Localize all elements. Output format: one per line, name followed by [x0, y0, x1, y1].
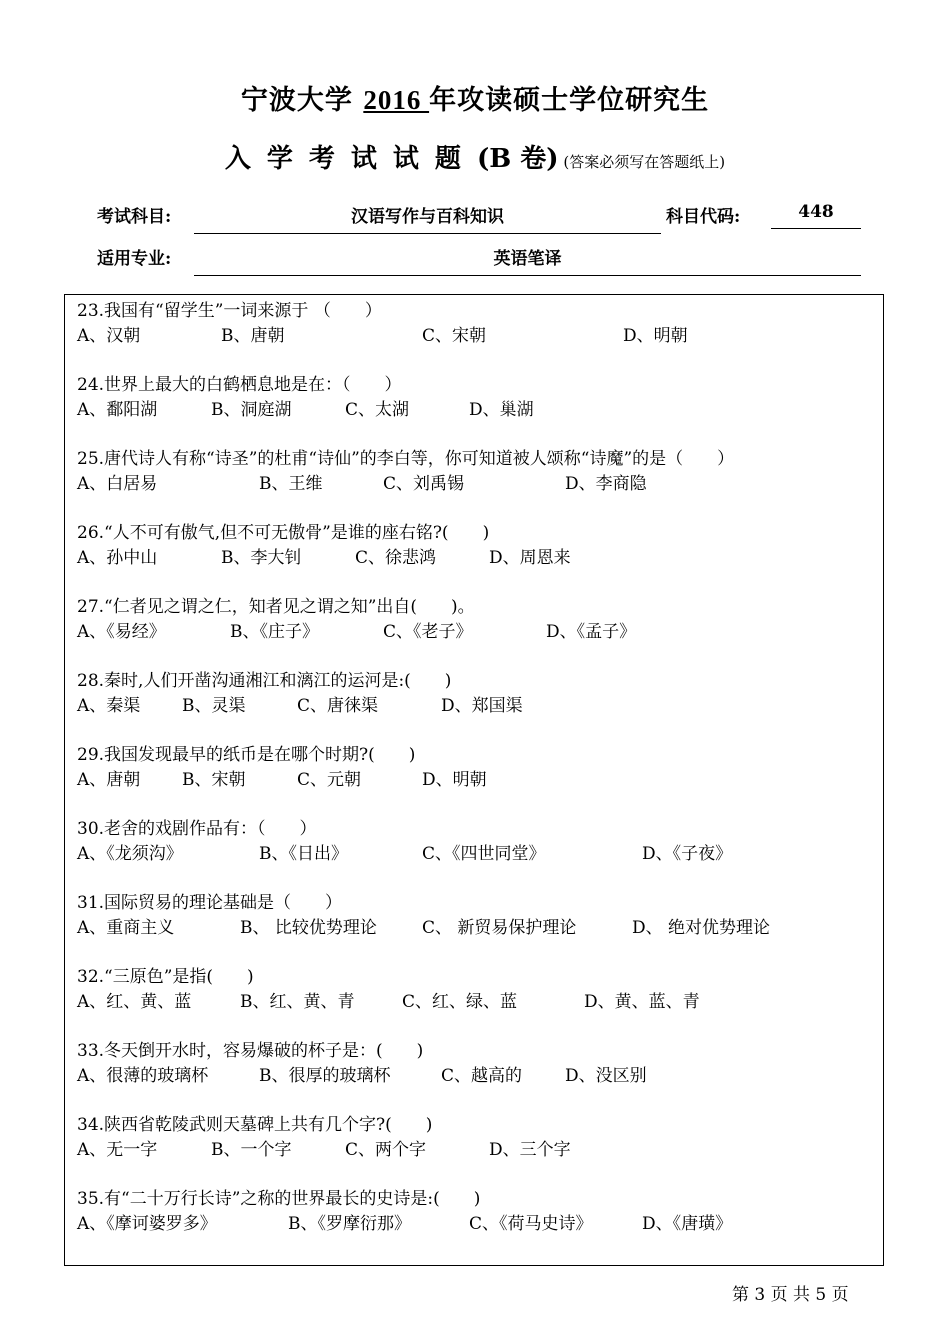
option-c: C、徐悲鸿 [355, 548, 437, 568]
option-b: B、灵渠 [182, 696, 246, 716]
question-27 [77, 595, 877, 645]
options-row [77, 1138, 877, 1163]
option-d: D、郑国渠 [441, 696, 523, 716]
option-a: A、重商主义 [77, 918, 175, 938]
option-c: C、《荷马史诗》 [469, 1214, 593, 1234]
options-row [77, 1064, 877, 1089]
question-30 [77, 817, 877, 867]
title-university: 宁波大学 [240, 85, 364, 116]
question-35 [77, 1187, 877, 1237]
question-stem: 32.“三原色”是指( ) [77, 967, 254, 987]
option-c: C、唐徕渠 [297, 696, 379, 716]
question-29 [77, 743, 877, 793]
option-b: B、《庄子》 [230, 622, 319, 642]
option-c: C、《老子》 [383, 622, 473, 642]
option-d: D、《子夜》 [642, 844, 733, 864]
question-stem: 30.老舍的戏剧作品有：（ ） [77, 819, 317, 839]
option-b: B、宋朝 [182, 770, 246, 790]
title-year: 2016 [363, 85, 430, 115]
question-26 [77, 521, 877, 571]
options-row [77, 546, 877, 571]
question-stem: 33.冬天倒开水时，容易爆破的杯子是：( ) [77, 1041, 424, 1061]
subtitle-main: 入学考试试题 [224, 144, 477, 174]
option-b: B、很厚的玻璃杯 [259, 1066, 391, 1086]
options-row [77, 990, 877, 1015]
question-32 [77, 965, 877, 1015]
options-row [77, 916, 877, 941]
option-d: D、李商隐 [565, 474, 647, 494]
options-row [77, 472, 877, 497]
page-indicator: 第 3 页 共 5 页 [732, 1285, 849, 1305]
option-b: B、《日出》 [259, 844, 348, 864]
question-25 [77, 447, 877, 497]
question-stem: 24.世界上最大的白鹤栖息地是在：（ ） [77, 375, 402, 395]
option-c: C、《四世同堂》 [422, 844, 546, 864]
question-stem: 27.“仁者见之谓之仁，知者见之谓之知”出自( )。 [77, 597, 475, 617]
code-label: 科目代码: [666, 207, 741, 227]
option-a: A、汉朝 [77, 326, 141, 346]
option-a: A、《摩诃婆罗多》 [77, 1214, 217, 1234]
option-b: B、《罗摩衍那》 [288, 1214, 411, 1234]
subject-value: 汉语写作与百科知识 [194, 202, 661, 234]
option-d: D、《孟子》 [546, 622, 637, 642]
option-c: C、太湖 [345, 400, 410, 420]
option-d: D、没区别 [565, 1066, 647, 1086]
subject-label: 考试科目: [97, 207, 172, 227]
question-box [64, 294, 884, 1266]
option-c: C、越高的 [441, 1066, 523, 1086]
option-d: D、黄、蓝、青 [584, 992, 700, 1012]
option-d: D、明朝 [623, 326, 688, 346]
question-stem: 23.我国有“留学生”一词来源于 （ ） [77, 301, 382, 321]
option-a: A、很薄的玻璃杯 [77, 1066, 209, 1086]
option-a: A、唐朝 [77, 770, 141, 790]
exam-subtitle [0, 138, 950, 175]
option-d: D、明朝 [422, 770, 487, 790]
subtitle-note: (答案必须写在答题纸上) [558, 153, 726, 171]
code-value: 448 [771, 202, 861, 229]
question-23 [77, 299, 877, 349]
option-d: D、三个字 [489, 1140, 571, 1160]
option-a: A、鄱阳湖 [77, 400, 158, 420]
option-b: B、唐朝 [221, 326, 285, 346]
option-b: B、红、黄、青 [240, 992, 355, 1012]
option-b: B、 比较优势理论 [240, 918, 377, 938]
options-row [77, 694, 877, 719]
option-d: D、巢湖 [469, 400, 534, 420]
option-a: A、秦渠 [77, 696, 141, 716]
major-value: 英语笔译 [194, 244, 861, 276]
options-row [77, 398, 877, 423]
question-33 [77, 1039, 877, 1089]
question-stem: 26.“人不可有傲气,但不可无傲骨”是谁的座右铭?( ) [77, 523, 490, 543]
exam-title [0, 78, 950, 117]
question-stem: 25.唐代诗人有称“诗圣”的杜甫“诗仙”的李白等，你可知道被人颂称“诗魔”的是（ ） [77, 449, 735, 469]
option-d: D、周恩来 [489, 548, 571, 568]
question-31 [77, 891, 877, 941]
option-a: A、《易经》 [77, 622, 166, 642]
question-34 [77, 1113, 877, 1163]
subtitle-paper: (B 卷) [476, 144, 559, 174]
major-label: 适用专业: [97, 249, 172, 269]
option-a: A、《龙须沟》 [77, 844, 183, 864]
question-stem: 35.有“二十万行长诗”之称的世界最长的史诗是:( ) [77, 1189, 481, 1209]
option-d: D、《唐璜》 [642, 1214, 733, 1234]
option-c: C、 新贸易保护理论 [422, 918, 577, 938]
options-row [77, 324, 877, 349]
option-a: A、红、黄、蓝 [77, 992, 192, 1012]
options-row [77, 842, 877, 867]
options-row [77, 620, 877, 645]
option-a: A、无一字 [77, 1140, 158, 1160]
option-c: C、元朝 [297, 770, 362, 790]
option-b: B、王维 [259, 474, 323, 494]
option-b: B、洞庭湖 [211, 400, 292, 420]
question-stem: 34.陕西省乾陵武则天墓碑上共有几个字?( ) [77, 1115, 433, 1135]
question-24 [77, 373, 877, 423]
option-a: A、白居易 [77, 474, 158, 494]
option-a: A、孙中山 [77, 548, 158, 568]
question-stem: 29.我国发现最早的纸币是在哪个时期?( ) [77, 745, 416, 765]
option-d: D、 绝对优势理论 [632, 918, 771, 938]
question-stem: 31.国际贸易的理论基础是（ ） [77, 893, 343, 913]
question-stem: 28.秦时,人们开凿沟通湘江和漓江的运河是:( ) [77, 671, 452, 691]
option-b: B、李大钊 [221, 548, 302, 568]
option-c: C、两个字 [345, 1140, 427, 1160]
option-b: B、一个字 [211, 1140, 292, 1160]
options-row [77, 1212, 877, 1237]
title-program: 年攻读硕士学位研究生 [429, 85, 710, 116]
option-c: C、宋朝 [422, 326, 487, 346]
options-row [77, 768, 877, 793]
question-28 [77, 669, 877, 719]
option-c: C、刘禹锡 [383, 474, 465, 494]
option-c: C、红、绿、蓝 [402, 992, 518, 1012]
